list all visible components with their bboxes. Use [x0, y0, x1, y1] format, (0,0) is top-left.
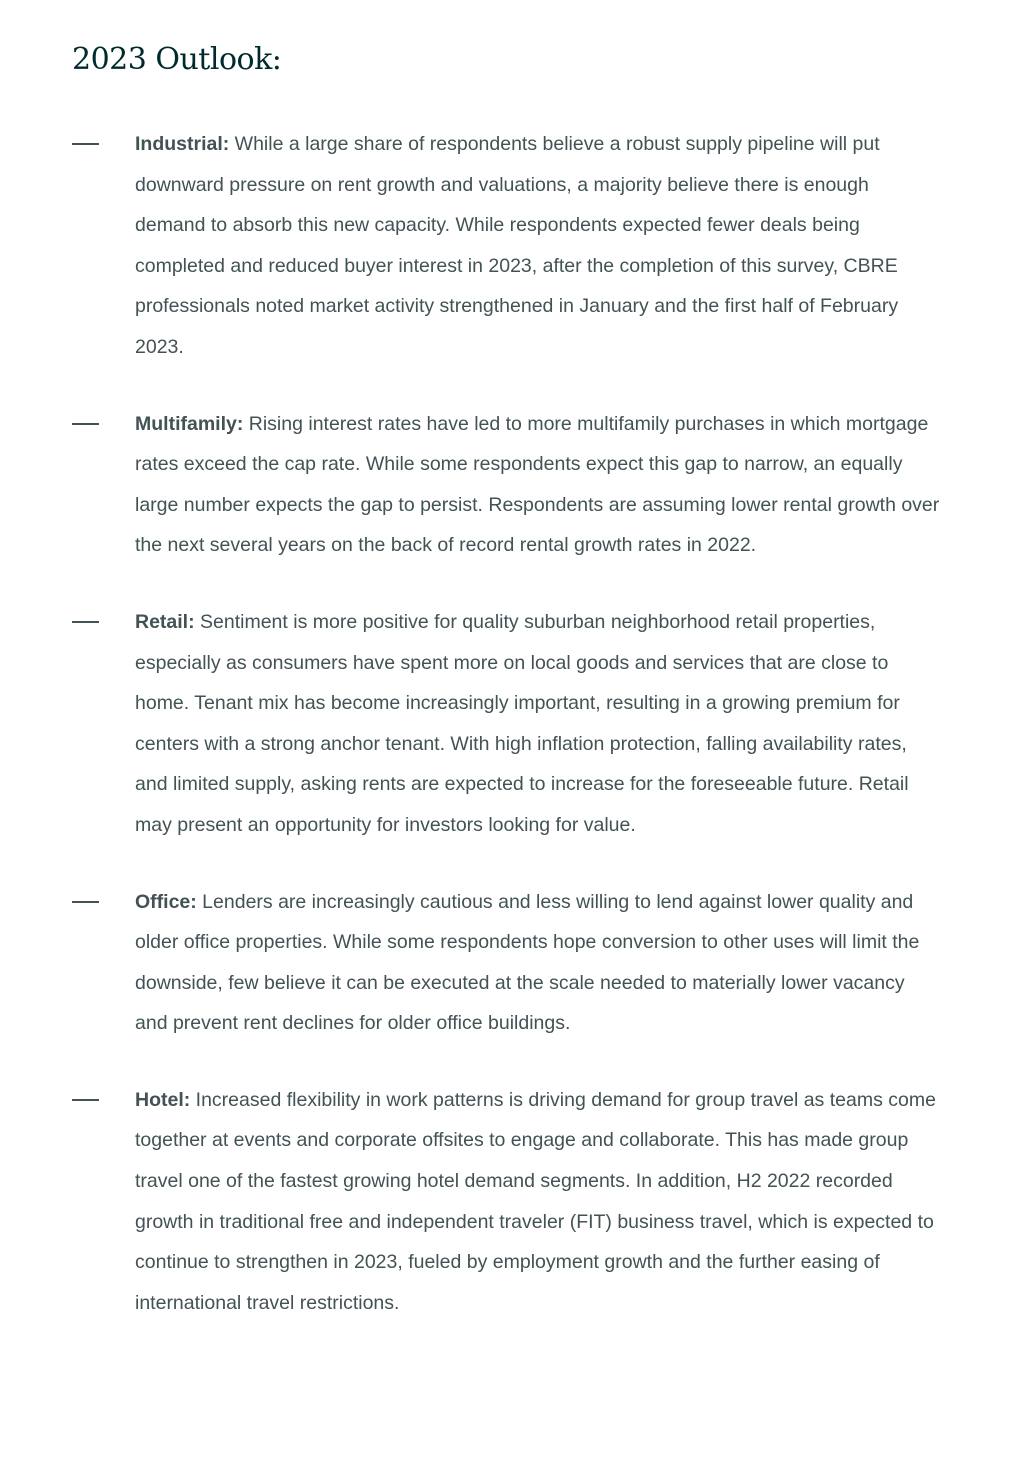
dash-bullet: [72, 621, 99, 623]
dash-bullet: [72, 423, 99, 425]
list-item-office: [0, 882, 1033, 1044]
section-heading: 2023 Outlook:: [72, 42, 282, 77]
list-item-body: Rising interest rates have led to more multifamily purchases in which mortgage rates exceed the cap rate. While some respondents expect this gap to narrow, an equally large number expects the gap to persist. Respondents are assuming lower rental growth over the next several years on the back of record rental growth rates in 2022.: [135, 412, 940, 557]
list-item-label: Hotel:: [135, 1088, 191, 1111]
list-item-body: Increased flexibility in work patterns is driving demand for group travel as teams come together at events and corporate offsites to engage and collaborate. This has made group travel one of the fastest growing hotel demand segments. In addition, H2 2022 recorded growth in traditional free and independent traveler (FIT) business travel, which is expected to continue to strengthen in 2023, fueled by employment growth and the further easing of international travel restrictions.: [135, 1088, 936, 1314]
list-item-retail: [0, 602, 1033, 846]
list-item-label: Office:: [135, 890, 197, 913]
list-item-text: [0, 882, 940, 1044]
list-item-text: [0, 1080, 940, 1324]
list-item-industrial: [0, 124, 1033, 368]
list-item-text: [0, 404, 940, 566]
list-item-body: Sentiment is more positive for quality suburban neighborhood retail properties, especially as consumers have spent more on local goods and services that are close to home. Tenant mix has become increasingly important, resulting in a growing premium for centers with a strong anchor tenant. With high inflation protection, falling availability rates, and limited supply, asking rents are expected to increase for the foreseeable future. Retail may present an opportunity for investors looking for value.: [135, 610, 909, 836]
list-item-text: [0, 124, 940, 368]
dash-bullet: [72, 901, 99, 903]
dash-bullet: [72, 1099, 99, 1101]
list-item-label: Industrial:: [135, 133, 230, 155]
list-item-body: Lenders are increasingly cautious and less willing to lend against lower quality and older office properties. While some respondents hope conversion to other uses will limit the downside, few believe it can be executed at the scale needed to materially lower vacancy and prevent rent declines for older office buildings.: [135, 890, 920, 1035]
dash-bullet: [72, 143, 99, 145]
list-item-multifamily: [0, 404, 1033, 566]
outlook-list: [0, 124, 1033, 1359]
list-item-body: While a large share of respondents believe a robust supply pipeline will put downward pressure on rent growth and valuations, a majority believe there is enough demand to absorb this new capacity. While respondents expected fewer deals being completed and reduced buyer interest in 2023, after the completion of this survey, CBRE professionals noted market activity strengthened in January and the first half of February 2023.: [135, 133, 899, 358]
list-item-hotel: [0, 1080, 1033, 1324]
list-item-label: Retail:: [135, 610, 195, 633]
list-item-label: Multifamily:: [135, 412, 244, 435]
list-item-text: [0, 602, 940, 846]
